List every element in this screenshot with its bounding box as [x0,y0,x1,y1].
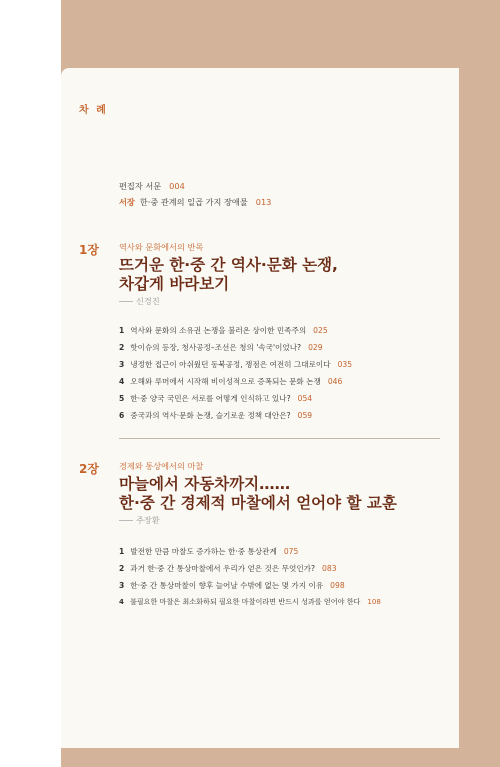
chapter-2-number: 2장 [79,462,99,476]
item-number: 4 [119,377,125,386]
item-text: 한·중 간 통상마찰이 향후 늘어날 수밖에 없는 몇 가지 이유 [130,581,324,590]
toc-page [61,68,459,748]
chapter-1-subtitle: 역사와 문화에서의 반목 [119,242,204,252]
item-number: 3 [119,581,125,590]
item-page: 059 [297,411,313,420]
item-page: 029 [308,343,323,352]
front-item-prologue[interactable] [119,197,271,208]
item-page: 046 [327,377,343,386]
item-number: 2 [119,564,125,573]
toc-heading: 차 례 [79,105,108,116]
chapter-2-item-3[interactable] [119,580,345,591]
chapter-2-title[interactable] [119,475,397,513]
front-item-prefix: 서장 [119,197,135,207]
chapter-1-title-line: 차갑게 바라보기 [119,275,230,293]
item-number: 4 [119,597,124,606]
item-page: 108 [367,597,381,606]
chapter-1-item-2[interactable] [119,342,323,353]
item-page: 075 [283,547,299,556]
item-text: 과거 한·중 간 통상마찰에서 우리가 얻은 것은 무엇인가? [130,564,316,573]
chapter-1-number: 1장 [79,243,99,257]
item-number: 1 [119,547,125,556]
chapter-2-title-line: 한·중 간 경제적 마찰에서 얻어야 할 교훈 [119,494,397,512]
item-text: 오해와 루머에서 시작해 비이성적으로 증폭되는 문화 논쟁 [130,377,321,386]
front-item-preface[interactable] [119,181,185,192]
chapter-2-title-line: 마늘에서 자동차까지…… [119,475,291,493]
item-text: 발전한 만큼 마찰도 증가하는 한·중 통상관계 [130,547,277,556]
front-item-page: 013 [255,197,272,207]
chapter-1-title-line: 뜨거운 한·중 간 역사·문화 논쟁, [119,256,338,274]
chapter-1-item-4[interactable] [119,376,342,387]
front-item-text: 편집자 서문 [119,181,162,191]
chapter-2-item-4[interactable] [119,597,381,607]
chapter-1-item-5[interactable] [119,393,312,404]
front-item-text: 한·중 관계의 일곱 가지 장애물 [139,197,248,207]
item-page: 054 [297,394,313,403]
item-number: 5 [119,394,125,403]
item-number: 3 [119,360,125,369]
item-text: 냉정한 접근이 아쉬웠던 동북공정, 쟁점은 여전히 그대로이다 [130,360,331,369]
item-text: 핫이슈의 등장, 청사공정–조선은 청의 '속국'이었나? [130,343,302,352]
chapter-2-subtitle: 경제와 통상에서의 마찰 [119,461,204,471]
chapter-1-title[interactable] [119,256,338,294]
item-page: 098 [330,581,345,590]
chapter-2-item-1[interactable] [119,546,298,557]
chapter-divider [119,438,440,439]
chapter-1-author: 신경진 [119,296,160,307]
item-page: 083 [322,564,337,573]
chapter-2-item-2[interactable] [119,563,337,574]
item-number: 2 [119,343,125,352]
chapter-1-item-1[interactable] [119,325,328,336]
front-item-page: 004 [169,181,185,191]
item-text: 중국과의 역사·문화 논쟁, 슬기로운 정책 대안은? [130,411,291,420]
item-text: 역사와 문화의 소유권 논쟁을 불러온 상이한 민족주의 [130,326,307,335]
chapter-1-item-6[interactable] [119,410,312,421]
item-text: 한·중 양국 국민은 서로를 어떻게 인식하고 있나? [130,394,291,403]
item-page: 025 [313,326,328,335]
item-number: 1 [119,326,125,335]
item-text: 불필요한 마찰은 최소화하되 필요한 마찰이라면 반드시 성과를 얻어야 한다 [129,597,361,606]
item-number: 6 [119,411,125,420]
item-page: 035 [337,360,353,369]
chapter-1-item-3[interactable] [119,359,352,370]
chapter-2-author: 주장환 [119,515,160,526]
